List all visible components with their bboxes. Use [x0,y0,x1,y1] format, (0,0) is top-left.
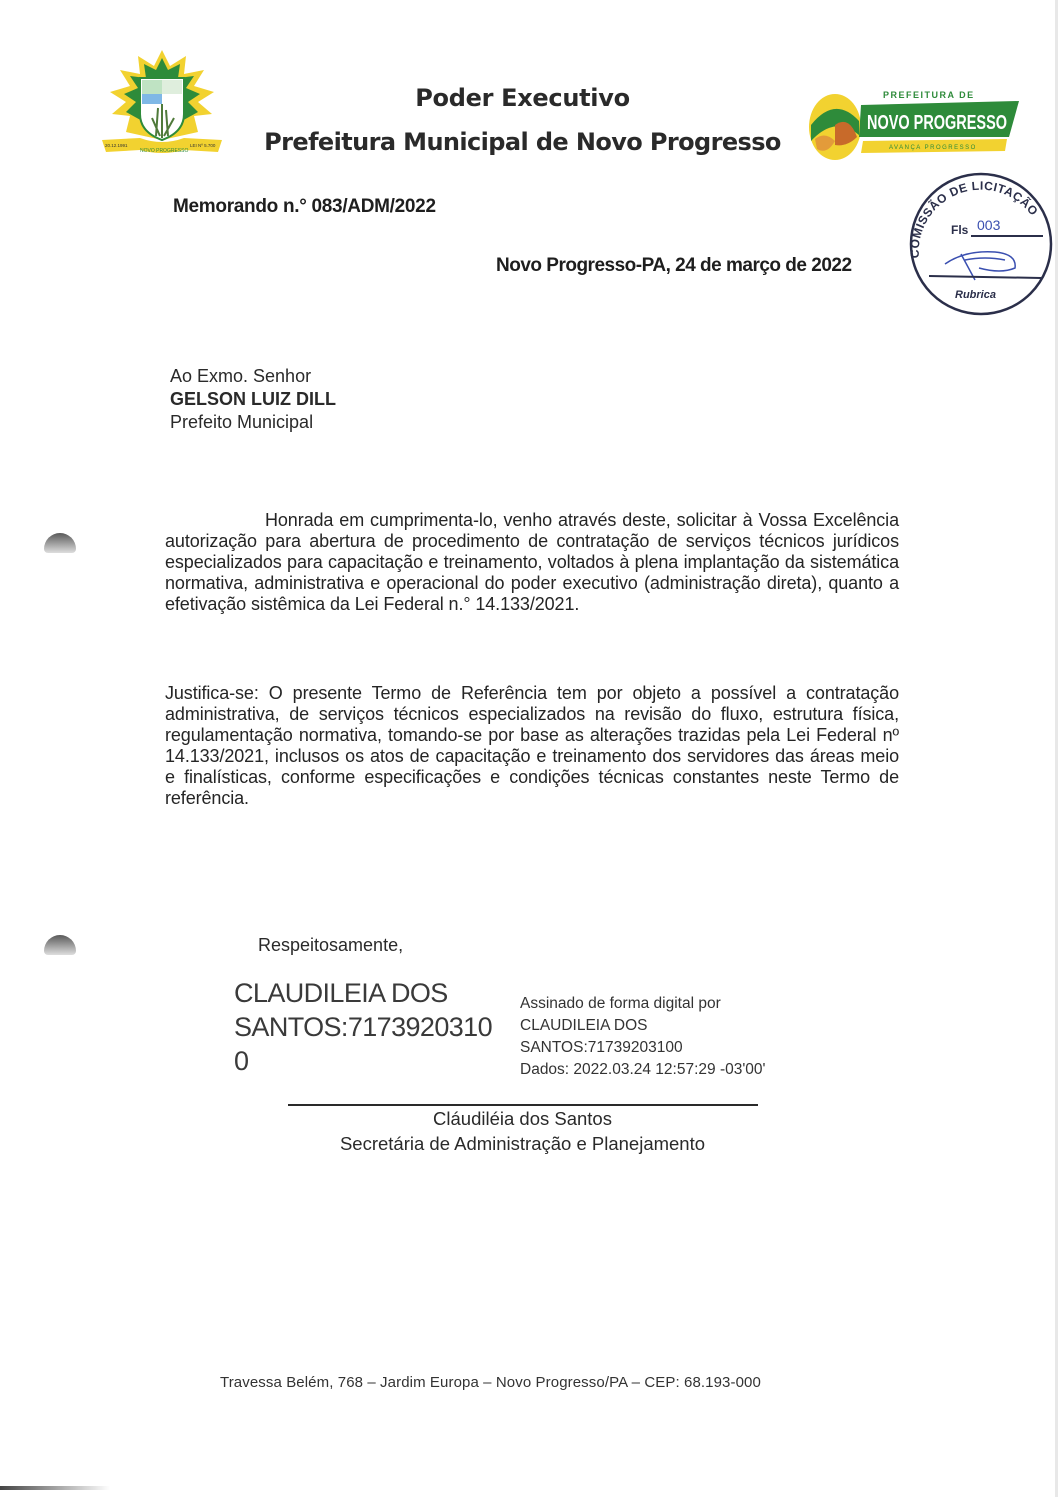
signer-role: Secretária de Administração e Planejamento [339,1133,706,1154]
logo-top-text: PREFEITURA DE [883,90,975,100]
header-title-poder-executivo: Poder Executivo [415,84,630,112]
place-date: Novo Progresso-PA, 24 de março de 2022 [496,255,852,276]
ribbon-right-text: LEI Nº 5.700 [190,143,216,148]
body-paragraph-justification: Justifica-se: O presente Termo de Referência tem por objeto a possível a contratação administrativa, de serviços técnicos especializados na revisão do fluxo, estrutura física, regulamentação normativa, tomando-se por base as alterações trazidas pela Lei Federal nº 14.133/2021, inclusos os atos de capacitação e treinamento dos servidores das áreas meio e finalísticas, conforme especificações e condições técnicas constantes neste Termo de referência. [165,683,899,808]
closing: Respeitosamente, [258,935,404,955]
sig-detail-line: SANTOS:71739203100 [520,1039,683,1056]
city-logo-icon [805,85,1025,165]
sig-detail-line: Assinado de forma digital por [520,995,721,1012]
digital-signature-name [234,976,506,1078]
memo-number: Memorando n.° 083/ADM/2022 [173,196,436,217]
punch-hole [44,533,76,553]
sig-name-line: SANTOS:7173920310 [234,1012,492,1042]
stamp-fls-number: 003 [977,217,1001,233]
sig-name-line: CLAUDILEIA DOS [234,978,448,1008]
coat-of-arms-icon [100,48,224,156]
logo-main-text: NOVO PROGRESSO [867,112,1007,134]
sig-detail-line: CLAUDILEIA DOS [520,1017,648,1034]
sig-name-line: 0 [234,1046,249,1076]
stamp-ring-text: COMISSÃO DE LICITAÇÃO [907,178,1041,259]
stamp-icon [905,168,1055,318]
addressee-name: GELSON LUIZ DILL [170,389,336,409]
scan-edge-shadow [0,1486,110,1490]
header-title-prefeitura: Prefeitura Municipal de Novo Progresso [264,128,781,156]
body-paragraph-request [165,510,899,615]
digital-signature-details [520,993,766,1081]
signer-name: Cláudiléia dos Santos [433,1108,612,1129]
punch-hole [44,935,76,955]
stamp-fls-label: Fls [951,223,969,237]
addressee-title: Prefeito Municipal [170,412,314,432]
ribbon-left-text: 20.12.1991 [105,143,128,148]
footer-address: Travessa Belém, 768 – Jardim Europa – Novo Progresso/PA – CEP: 68.193-000 [220,1374,761,1391]
addressee-salutation: Ao Exmo. Senhor [170,366,312,386]
sig-detail-line: Dados: 2022.03.24 12:57:29 -03'00' [520,1061,766,1078]
stamp-bottom-text: Rubrica [955,289,996,301]
ribbon-center-text: NOVO PROGRESSO [140,148,189,154]
logo-slogan-text: AVANÇA PROGRESSO [889,145,977,151]
signature-line [288,1104,758,1106]
addressee-block [170,365,336,434]
paragraph-text: Honrada em cumprimenta-lo, venho através deste, solicitar à Vossa Excelência autorização para abertura de procedimento de contratação de serviços técnicos jurídicos especializados para capacitação e treinamento, voltados à plena implantação da sistemática normativa, administrativa e operacional do poder executivo (administração direta), quanto a efetivação sistêmica da Lei Federal n.° 14.133/2021. [165,510,899,614]
